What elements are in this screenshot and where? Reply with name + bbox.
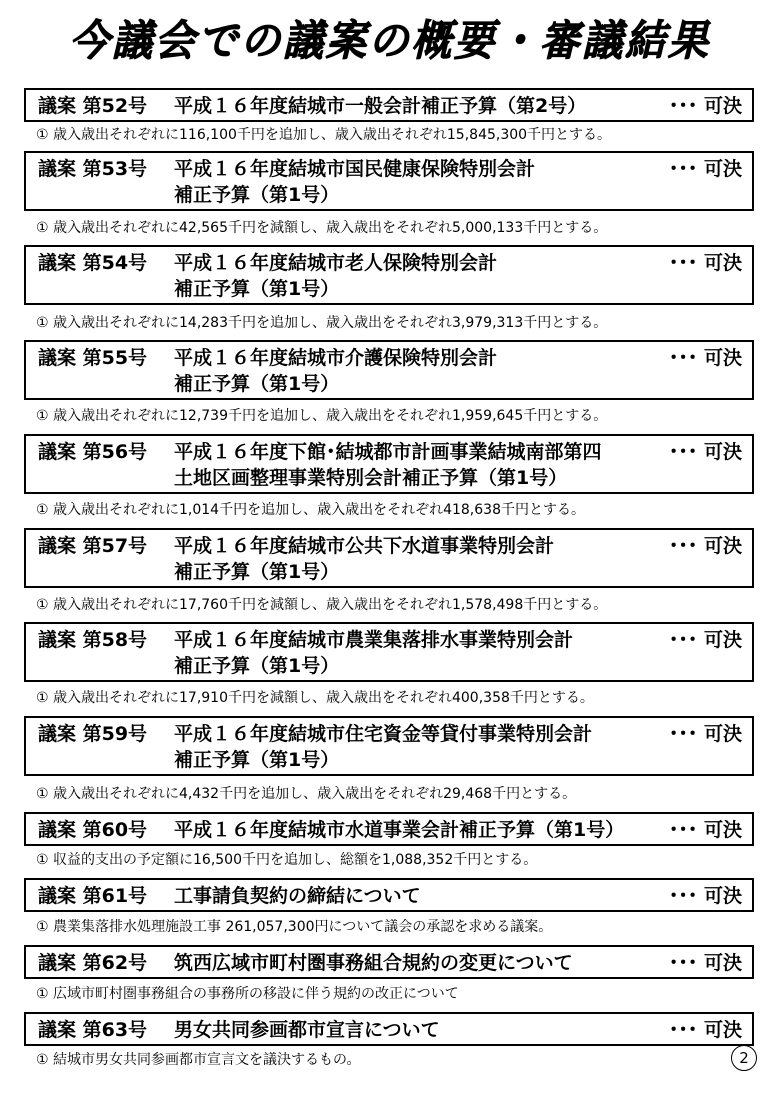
bill-title-line2: 土地区画整理事業特別会計補正予算（第1号） <box>174 467 568 489</box>
bill-number: 議案 第58号 <box>38 629 148 651</box>
page-title: 今議会での議案の概要・審議結果 <box>69 16 711 65</box>
bill-header <box>24 151 754 211</box>
page-number: 2 <box>731 1045 757 1071</box>
bill-header <box>24 622 754 682</box>
bill-summary: ① 歳入歳出それぞれに17,760千円を減額し、歳入歳出をそれぞれ1,578,498千円とする。 <box>36 597 608 613</box>
bill-header <box>24 716 754 776</box>
bill-number: 議案 第57号 <box>38 535 148 557</box>
bill-title: 筑西広域市町村圏事務組合規約の変更について <box>174 952 573 974</box>
bill-result: ･･･ 可決 <box>668 535 742 557</box>
bill-title: 平成１６年度結城市一般会計補正予算（第2号） <box>174 95 587 117</box>
bill-number: 議案 第60号 <box>38 819 148 841</box>
bill-result: ･･･ 可決 <box>668 819 742 841</box>
bill-header <box>24 812 754 846</box>
bill-result: ･･･ 可決 <box>668 252 742 274</box>
bill-title-line2: 補正予算（第1号） <box>174 184 340 206</box>
bill-summary: ① 歳入歳出それぞれに17,910千円を減額し、歳入歳出をそれぞれ400,358千円とする。 <box>36 690 594 706</box>
bill-summary: ① 歳入歳出それぞれに14,283千円を追加し、歳入歳出をそれぞれ3,979,313千円とする。 <box>36 315 608 331</box>
bill-number: 議案 第62号 <box>38 952 148 974</box>
bill-title: 男女共同参画都市宣言について <box>174 1019 440 1041</box>
bill-header <box>24 878 754 912</box>
bill-summary: ① 歳入歳出それぞれに4,432千円を追加し、歳入歳出をそれぞれ29,468千円とする。 <box>36 786 577 802</box>
bill-summary: ① 歳入歳出それぞれに42,565千円を減額し、歳入歳出をそれぞれ5,000,133千円とする。 <box>36 220 608 236</box>
bill-summary: ① 収益的支出の予定額に16,500千円を追加し、総額を1,088,352千円とする。 <box>36 852 538 868</box>
bill-title: 工事請負契約の締結について <box>174 885 421 907</box>
bill-summary: ① 歳入歳出それぞれに1,014千円を追加し、歳入歳出をそれぞれ418,638千円とする。 <box>36 502 585 518</box>
bill-result: ･･･ 可決 <box>668 1019 742 1041</box>
bill-header <box>24 945 754 979</box>
bill-title-line2: 補正予算（第1号） <box>174 655 340 677</box>
bill-header <box>24 245 754 305</box>
bill-result: ･･･ 可決 <box>668 441 742 463</box>
bill-number: 議案 第59号 <box>38 723 148 745</box>
bill-title: 平成１６年度結城市国民健康保険特別会計 <box>174 158 536 180</box>
bill-result: ･･･ 可決 <box>668 629 742 651</box>
bill-title: 平成１６年度結城市介護保険特別会計 <box>174 347 498 369</box>
bill-number: 議案 第55号 <box>38 347 148 369</box>
bill-title: 平成１６年度結城市水道事業会計補正予算（第1号） <box>174 819 625 841</box>
bill-result: ･･･ 可決 <box>668 885 742 907</box>
bill-title: 平成１６年度下館･結城都市計画事業結城南部第四 <box>174 441 602 463</box>
bill-number: 議案 第56号 <box>38 441 148 463</box>
bill-title: 平成１６年度結城市住宅資金等貸付事業特別会計 <box>174 723 593 745</box>
bill-title-line2: 補正予算（第1号） <box>174 373 340 395</box>
bill-result: ･･･ 可決 <box>668 158 742 180</box>
bill-header <box>24 88 754 122</box>
bill-header <box>24 434 754 494</box>
bill-result: ･･･ 可決 <box>668 347 742 369</box>
bill-header <box>24 528 754 588</box>
bill-header <box>24 340 754 400</box>
bill-title: 平成１６年度結城市老人保険特別会計 <box>174 252 498 274</box>
bill-summary: ① 広域市町村圏事務組合の事務所の移設に伴う規約の改正について <box>36 986 459 1002</box>
bill-number: 議案 第61号 <box>38 885 148 907</box>
bill-result: ･･･ 可決 <box>668 95 742 117</box>
bill-header <box>24 1012 754 1046</box>
bill-summary: ① 結城市男女共同参画都市宣言文を議決するもの。 <box>36 1052 361 1068</box>
bill-title-line2: 補正予算（第1号） <box>174 278 340 300</box>
bill-summary: ① 歳入歳出それぞれに12,739千円を追加し、歳入歳出をそれぞれ1,959,645千円とする。 <box>36 408 608 424</box>
bill-number: 議案 第52号 <box>38 95 148 117</box>
bill-title: 平成１６年度結城市公共下水道事業特別会計 <box>174 535 555 557</box>
bill-result: ･･･ 可決 <box>668 723 742 745</box>
bill-number: 議案 第53号 <box>38 158 148 180</box>
bill-summary: ① 歳入歳出それぞれに116,100千円を追加し、歳入歳出それぞれ15,845,300千円とする。 <box>36 127 612 143</box>
bill-number: 議案 第54号 <box>38 252 148 274</box>
bill-result: ･･･ 可決 <box>668 952 742 974</box>
bill-title: 平成１６年度結城市農業集落排水事業特別会計 <box>174 629 574 651</box>
bill-title-line2: 補正予算（第1号） <box>174 749 340 771</box>
bill-number: 議案 第63号 <box>38 1019 148 1041</box>
bill-summary: ① 農業集落排水処理施設工事 261,057,300円について議会の承認を求める議案。 <box>36 919 553 935</box>
bill-title-line2: 補正予算（第1号） <box>174 561 340 583</box>
